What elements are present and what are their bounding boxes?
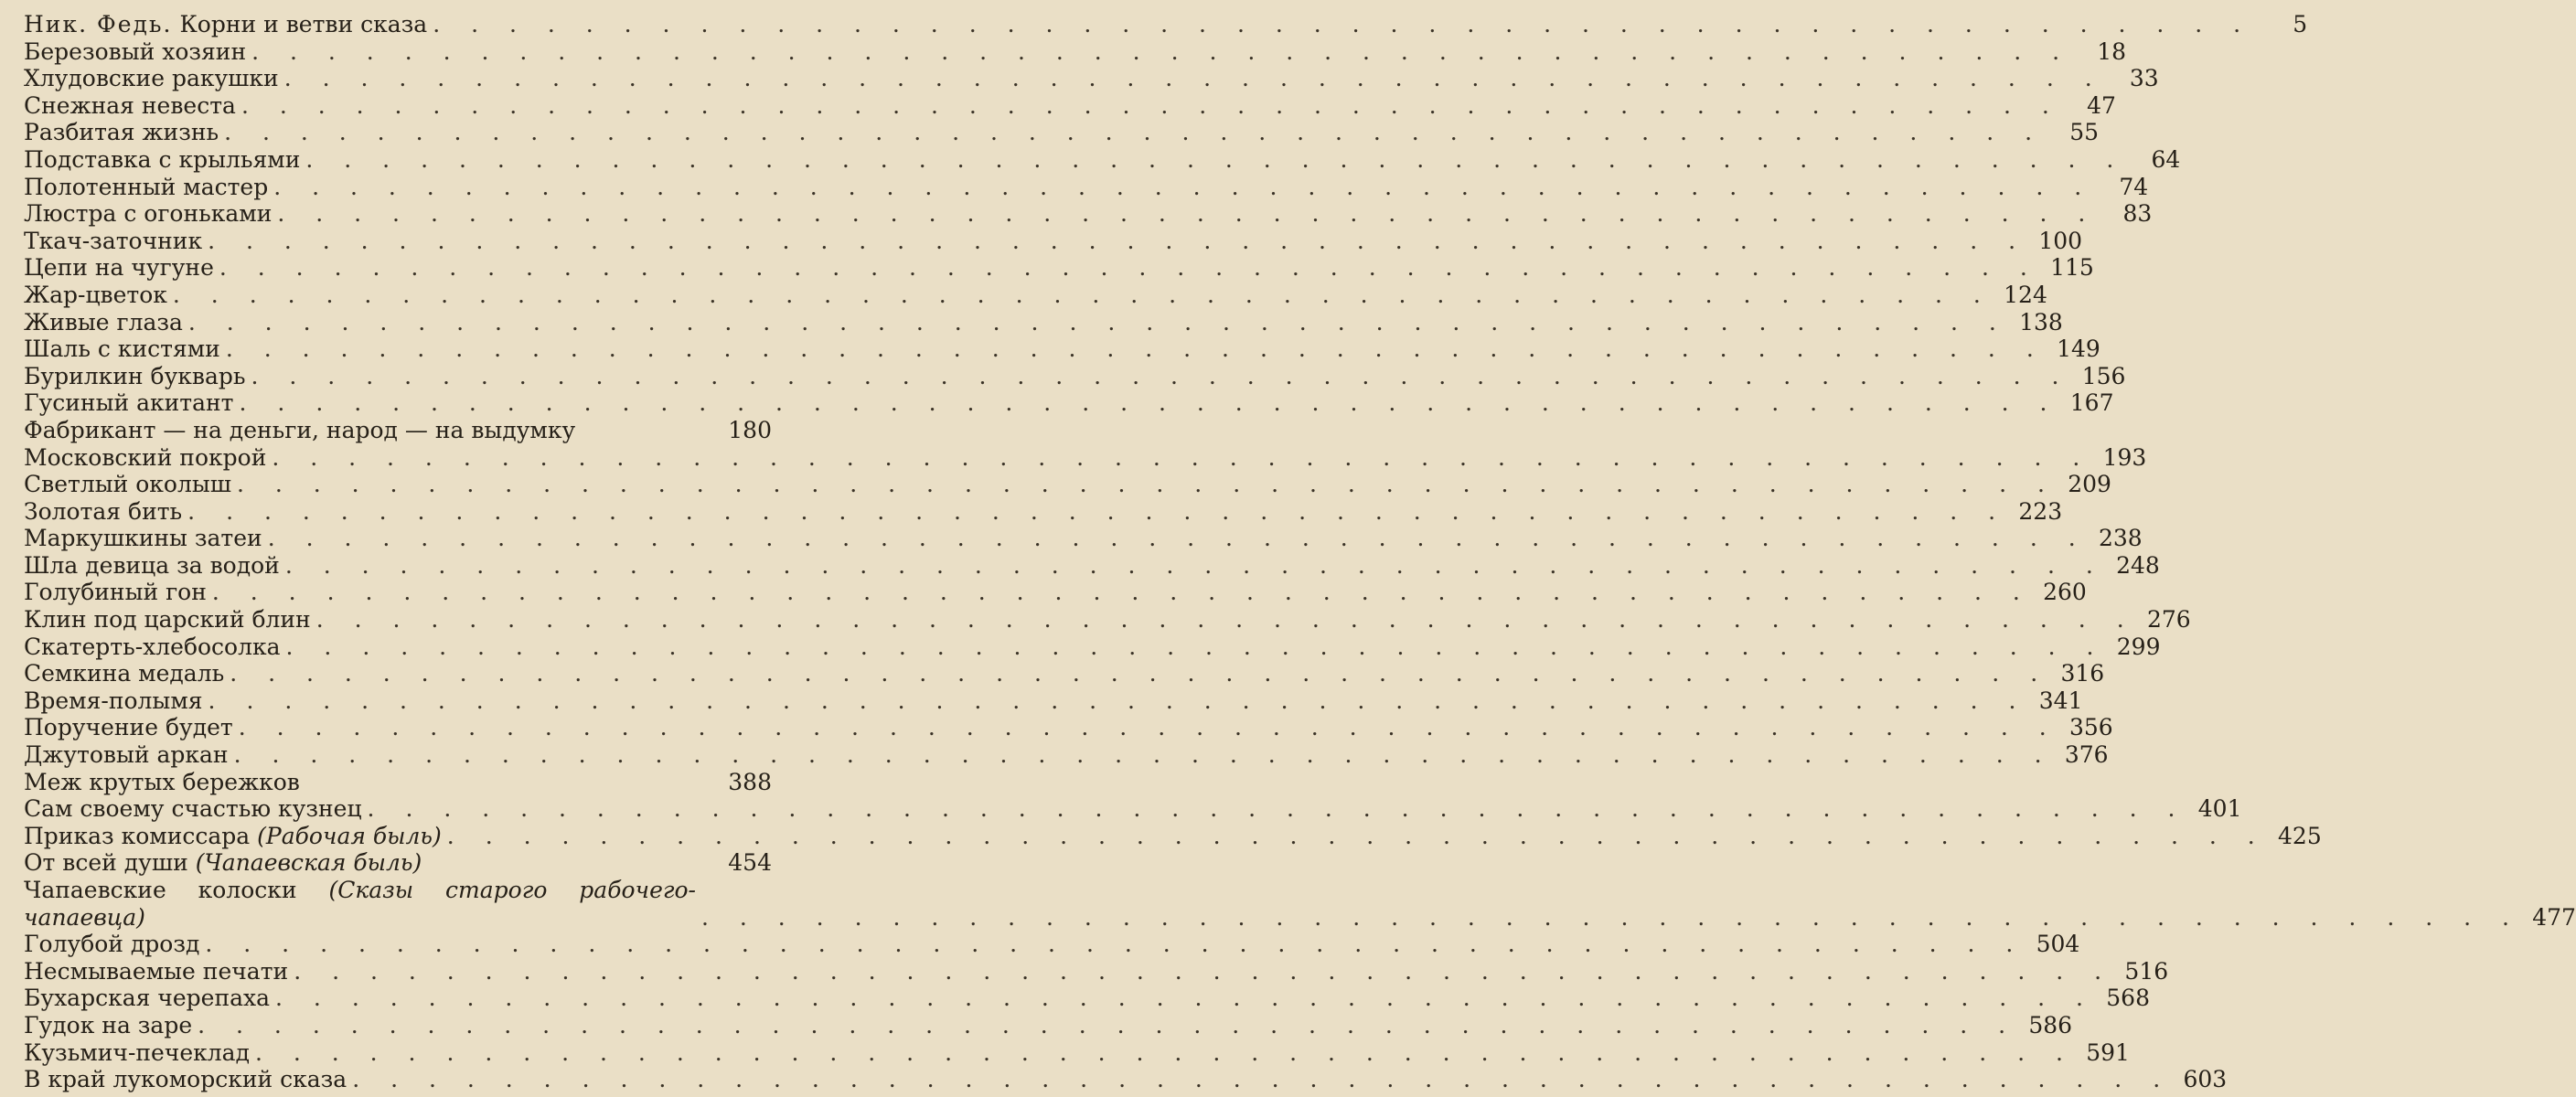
toc-entry: [24, 362, 2126, 390]
toc-entry: [24, 91, 2116, 120]
toc-entry-page: 193: [2102, 443, 2147, 471]
dot-leader: . . . . . . . . . . . . . . . . . . . . . . . . . . . . . . . . . . . . . . . . . . . . . . . .: [219, 254, 2039, 282]
dot-leader: . . . . . . . . . . . . . . . . . . . . . . . . . . . . . . . . . . . . . . . . . . . . . . . .: [275, 985, 2095, 1012]
toc-entry-page: 18: [2097, 37, 2127, 65]
toc-entry: [24, 795, 2242, 823]
dot-leader: . . . . . . . . . . . . . . . . . . . . . . . . . . . . . . . . . . . . . . . . . . . . . . . .: [254, 1038, 2075, 1066]
dot-leader: . . . . . . . . . . . . . . . . . . . . . . . . . . . . . . . . . . . . . . . . . . . . . . . .: [224, 119, 2045, 146]
dot-leader: . . . . . . . . . . . . . . . . . . . . . . . . . . . . . . . . . . . . . . . . . . . . . . . .: [187, 497, 2008, 525]
toc-entry-title: Чапаевские колоски (Сказы старого рабочего- чапаевца): [24, 877, 696, 931]
toc-entry: [24, 551, 2160, 580]
toc-entry-title: Шаль с кистями: [24, 335, 220, 363]
dot-leader: . . . . . . . . . . . . . . . . . . . . . . . . . . . . . . . . . . . . . . . . . . . . . . . .: [446, 822, 2267, 849]
toc-entry-note-continued: чапаевца): [24, 903, 145, 931]
dot-leader: . . . . . . . . . . . . . . . . . . . . . . . . . . . . . . . . . . . . . . . . . . . . . . . .: [211, 579, 2032, 606]
toc-entry: [24, 254, 2094, 282]
dot-leader: . . . . . . . . . . . . . . . . . . . . . . . . . . . . . . . . . . . . . . . . . . . . . . . .: [239, 389, 2059, 417]
toc-entry-page: 115: [2050, 254, 2094, 282]
dot-leader: . . . . . . . . . . . . . . . . . . . . . . . . . . . . . . . . . . . . . . . . . . . . . . . .: [251, 37, 2072, 65]
toc-entry-page: 180: [728, 416, 772, 443]
toc-entry: [24, 769, 772, 796]
toc-entry-title: В край лукоморский сказа: [24, 1066, 347, 1093]
toc-entry-page: 376: [2064, 741, 2109, 769]
toc-entry: [24, 985, 2150, 1012]
toc-entry-page: 138: [2019, 308, 2063, 335]
toc-entry: [24, 606, 2191, 634]
toc-entry-page: 100: [2038, 227, 2083, 254]
dot-leader: . . . . . . . . . . . . . . . . . . . . . . . . . . . . . . . . . . . . . . . . . . . . . . . .: [251, 362, 2071, 389]
toc-entry-page: 388: [728, 768, 772, 795]
toc-entry-title: Живые глаза: [24, 308, 183, 335]
toc-entry: [24, 1038, 2130, 1067]
dot-leader: . . . . . . . . . . . . . . . . . . . . . . . . . . . . . . . . . . . . . . . . . . . . . . . .: [433, 11, 2253, 37]
toc-entry-title: Меж крутых бережков: [24, 768, 300, 795]
toc-entry-page: 568: [2106, 985, 2150, 1012]
dot-leader: . . . . . . . . . . . . . . . . . . . . . . . . . . . . . . . . . . . . . . . . . . . . . . . .: [701, 903, 2521, 931]
dot-leader: . . . . . . . . . . . . . . . . . . . . . . . . . . . . . . . . . . . . . . . . . . . . . . . .: [352, 1066, 2173, 1093]
toc-entry-page: 591: [2086, 1038, 2130, 1066]
toc-entry-title: Маркушкины затеи: [24, 525, 262, 552]
toc-entry-note: (Сказы старого рабочего-: [328, 877, 696, 903]
toc-entry-title: Бухарская черепаха: [24, 985, 271, 1012]
toc-entry-page: 248: [2116, 551, 2160, 579]
toc-entry: [24, 173, 2149, 201]
toc-entry: [24, 335, 2100, 363]
dot-leader: . . . . . . . . . . . . . . . . . . . . . . . . . . . . . . . . . . . . . . . . . . . . . . . .: [172, 281, 1993, 308]
toc-entry-title: Приказ комиссара (Рабочая быль): [24, 822, 442, 849]
toc-entry-title: Голубой дрозд: [24, 931, 200, 958]
toc-entry-page: 316: [2060, 660, 2105, 687]
toc-entry-title: Московский покрой: [24, 443, 267, 471]
dot-leader: . . . . . . . . . . . . . . . . . . . . . . . . . . . . . . . . . . . . . . . . . . . . . . . .: [208, 227, 2028, 254]
toc-entry-page: 223: [2018, 497, 2063, 525]
dot-leader: . . . . . . . . . . . . . . . . . . . . . . . . . . . . . . . . . . . . . . . . . . . . . . . .: [267, 525, 2088, 552]
toc-entry: [24, 11, 2308, 38]
toc-entry-page: 356: [2068, 714, 2113, 741]
dot-leader: . . . . . . . . . . . . . . . . . . . . . . . . . . . . . . . . . . . . . . . . . . . . . . . .: [225, 335, 2046, 363]
toc-entry-page: 83: [2122, 200, 2153, 228]
dot-leader: . . . . . . . . . . . . . . . . . . . . . . . . . . . . . . . . . . . . . . . . . . . . . . . .: [187, 308, 2008, 335]
toc-entry-title: Кузьмич-печеклад: [24, 1038, 250, 1066]
toc-entry: [24, 579, 2087, 606]
toc-entry-title: Голубиный гон: [24, 579, 207, 606]
toc-entry-title: Скатерть-хлебосолка: [24, 633, 281, 660]
toc-entry-page: 586: [2028, 1011, 2073, 1038]
toc-entry-title: Гусиный акитант: [24, 389, 234, 417]
toc-entry: [24, 308, 2063, 336]
toc-entry-title: Хлудовские ракушки: [24, 65, 279, 92]
toc-entry-title: Шла девица за водой: [24, 551, 280, 579]
toc-entry-title: Фабрикант — на деньги, народ — на выдумку: [24, 416, 576, 443]
toc-entry-title: Поручение будет: [24, 714, 233, 741]
toc-entry: [24, 200, 2153, 228]
toc-entry-page: 425: [2278, 822, 2322, 849]
toc-entry: [24, 957, 2169, 985]
toc-entry-title: Гудок на заре: [24, 1011, 193, 1038]
toc-entry-page: 149: [2057, 335, 2100, 363]
toc-entry-title: Ник. Федь. Корни и ветви сказа: [24, 11, 428, 37]
toc-entry-note: (Чапаевская быль): [195, 849, 422, 877]
dot-leader: . . . . . . . . . . . . . . . . . . . . . . . . . . . . . . . . . . . . . . . . . . . . . . . .: [294, 957, 2114, 985]
dot-leader: . . . . . . . . . . . . . . . . . . . . . . . . . . . . . . . . . . . . . . . . . . . . . . . .: [233, 741, 2054, 769]
dot-leader: . . . . . . . . . . . . . . . . . . . . . . . . . . . . . . . . . . . . . . . . . . . . . . . .: [305, 145, 2126, 173]
toc-entry: [24, 1011, 2073, 1039]
toc-entry-page: 260: [2043, 579, 2087, 606]
toc-entry: [24, 525, 2143, 552]
dot-leader: . . . . . . . . . . . . . . . . . . . . . . . . . . . . . . . . . . . . . . . . . . . . . . . .: [236, 471, 2057, 498]
toc-entry-title: Джутовый аркан: [24, 741, 229, 769]
toc-entry: [24, 931, 2080, 958]
toc-entry: [24, 687, 2083, 715]
dot-leader: . . . . . . . . . . . . . . . . . . . . . . . . . . . . . . . . . . . . . . . . . . . . . . . .: [238, 714, 2058, 741]
toc-entry-title: Подставка с крыльями: [24, 145, 301, 173]
toc-entry: [24, 227, 2083, 255]
dot-leader: . . . . . . . . . . . . . . . . . . . . . . . . . . . . . . . . . . . . . . . . . . . . . . . .: [367, 795, 2187, 823]
toc-entry: [24, 471, 2111, 498]
dot-leader: . . . . . . . . . . . . . . . . . . . . . . . . . . . . . . . . . . . . . . . . . . . . . . . .: [285, 633, 2106, 660]
toc-entry-title: Снежная невеста: [24, 91, 236, 119]
toc-entry-title: Цепи на чугуне: [24, 254, 214, 282]
toc-entry-title: Светлый околыш: [24, 471, 231, 498]
toc-entry: [24, 849, 772, 877]
toc-entry-title: Бурилкин букварь: [24, 362, 246, 389]
toc-entry-title: Березовый хозяин: [24, 37, 247, 65]
toc-entry-page: 603: [2183, 1066, 2228, 1093]
toc-entry: [24, 37, 2127, 66]
toc-entry-page: 341: [2038, 687, 2083, 714]
dot-leader: . . . . . . . . . . . . . . . . . . . . . . . . . . . . . . . . . . . . . . . . . . . . . . . .: [272, 443, 2092, 471]
toc-entry-page: 401: [2197, 795, 2242, 823]
toc-entry-title: Семкина медаль: [24, 660, 225, 687]
dot-leader: . . . . . . . . . . . . . . . . . . . . . . . . . . . . . . . . . . . . . . . . . . . . . . . .: [240, 91, 2061, 119]
dot-leader: . . . . . . . . . . . . . . . . . . . . . . . . . . . . . . . . . . . . . . . . . . . . . . . .: [198, 1011, 2018, 1038]
toc-entry-page: 209: [2068, 471, 2111, 498]
toc-entry-page: 156: [2081, 362, 2126, 389]
toc-entry-page: 454: [728, 849, 772, 877]
toc-entry: [24, 281, 2047, 309]
toc-entry-page: 167: [2069, 389, 2114, 417]
toc-entry-author: Ник. Федь.: [24, 11, 173, 37]
toc-entry-title: Разбитая жизнь: [24, 119, 219, 146]
dot-leader: . . . . . . . . . . . . . . . . . . . . . . . . . . . . . . . . . . . . . . . . . . . . . . . .: [273, 173, 2094, 200]
dot-leader: . . . . . . . . . . . . . . . . . . . . . . . . . . . . . . . . . . . . . . . . . . . . . . . .: [205, 931, 2026, 958]
toc-entry-title: Несмываемые печати: [24, 957, 289, 985]
toc-entry-page: 33: [2129, 65, 2159, 92]
toc-entry-page: 64: [2151, 145, 2181, 173]
toc-entry: [24, 389, 2114, 417]
toc-entry: [24, 660, 2105, 687]
toc-entry: [24, 65, 2159, 92]
toc-entry-page: 504: [2036, 931, 2080, 958]
toc-entry: [24, 497, 2063, 526]
toc-entry-page: 47: [2087, 91, 2116, 119]
toc-entry: [24, 119, 2100, 146]
toc-entry-title: От всей души (Чапаевская быль): [24, 849, 422, 877]
toc-entry: [24, 633, 2161, 661]
dot-leader: . . . . . . . . . . . . . . . . . . . . . . . . . . . . . . . . . . . . . . . . . . . . . . . .: [284, 551, 2105, 579]
toc-entry: [24, 714, 2113, 741]
toc-entry-title: Время-полымя: [24, 687, 203, 714]
toc-entry-title: Полотенный мастер: [24, 173, 269, 200]
toc-entry: [24, 443, 2147, 472]
toc-entry-page: 299: [2116, 633, 2161, 660]
dot-leader: . . . . . . . . . . . . . . . . . . . . . . . . . . . . . . . . . . . . . . . . . . . . . . . .: [208, 687, 2028, 714]
dot-leader: . . . . . . . . . . . . . . . . . . . . . . . . . . . . . . . . . . . . . . . . . . . . . . . .: [315, 606, 2136, 634]
toc-entry-title: Люстра с огоньками: [24, 200, 273, 228]
table-of-contents: [24, 11, 2576, 1093]
toc-entry: [24, 741, 2109, 769]
toc-entry-title: Клин под царский блин: [24, 606, 311, 634]
toc-entry-page: 124: [2004, 281, 2047, 308]
toc-entry: [24, 822, 2322, 850]
toc-entry: [24, 417, 772, 444]
toc-entry-title: Ткач-заточник: [24, 227, 203, 254]
dot-leader: . . . . . . . . . . . . . . . . . . . . . . . . . . . . . . . . . . . . . . . . . . . . . . . .: [277, 200, 2098, 228]
toc-entry-title: Жар-цветок: [24, 281, 167, 308]
dot-leader: . . . . . . . . . . . . . . . . . . . . . . . . . . . . . . . . . . . . . . . . . . . . . . . .: [283, 65, 2104, 92]
toc-entry: [24, 1066, 2228, 1093]
toc-entry: [24, 877, 2576, 931]
toc-entry-page: 238: [2098, 525, 2143, 552]
dot-leader: . . . . . . . . . . . . . . . . . . . . . . . . . . . . . . . . . . . . . . . . . . . . . . . .: [230, 660, 2050, 687]
toc-entry-title: Сам своему счастью кузнец: [24, 795, 362, 823]
toc-entry-page: 5: [2293, 11, 2308, 37]
toc-entry-title: Золотая бить: [24, 497, 183, 525]
toc-entry: [24, 145, 2181, 174]
toc-entry-page: 477: [2532, 903, 2576, 931]
toc-entry-page: 55: [2069, 119, 2100, 146]
toc-entry-page: 276: [2146, 606, 2191, 634]
toc-entry-note: (Рабочая быль): [257, 822, 442, 849]
toc-entry-page: 74: [2119, 173, 2149, 200]
toc-entry-page: 516: [2124, 957, 2169, 985]
